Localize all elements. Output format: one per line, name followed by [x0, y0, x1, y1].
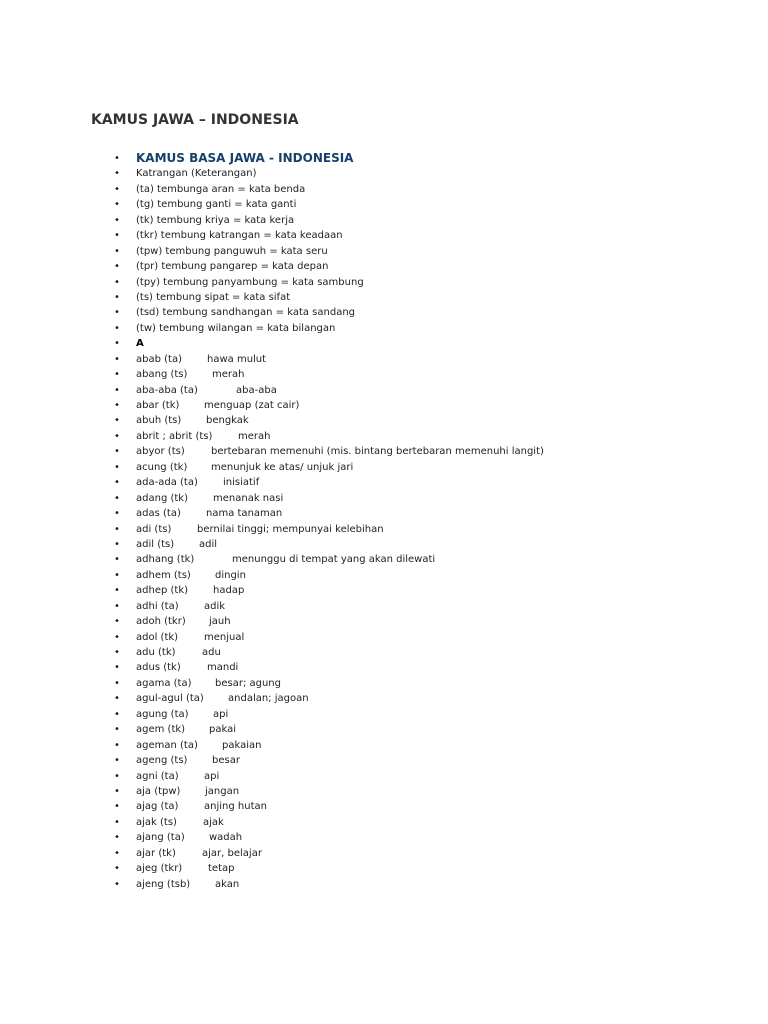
- bullet-icon: •: [114, 446, 120, 458]
- bullet-icon: •: [114, 832, 120, 844]
- bullet-icon: •: [114, 585, 120, 597]
- abbreviation-text: (tg) tembung ganti = kata ganti: [136, 199, 297, 211]
- entry-meaning: api: [213, 708, 229, 720]
- entry-term: adhem (ts): [136, 569, 191, 581]
- bullet-icon: •: [114, 353, 120, 365]
- entry-term: abab (ta): [136, 353, 182, 365]
- bullet-icon: •: [114, 369, 120, 381]
- entry-meaning: bengkak: [206, 415, 249, 427]
- bullet-icon: •: [114, 415, 120, 427]
- abbreviation-text: (tpw) tembung panguwuh = kata seru: [136, 245, 328, 257]
- entry-meaning: menunjuk ke atas/ unjuk jari: [211, 461, 354, 473]
- entry-term: agem (tk): [136, 724, 186, 736]
- entry-meaning: api: [204, 770, 220, 782]
- bullet-icon: •: [114, 183, 120, 195]
- entry-meaning: adu: [202, 647, 221, 658]
- bullet-icon: •: [114, 168, 120, 180]
- entry-meaning: merah: [238, 430, 271, 442]
- bullet-icon: •: [114, 214, 120, 226]
- bullet-icon: •: [114, 245, 120, 257]
- bullet-icon: •: [114, 569, 120, 581]
- entry-term: ageman (ta): [136, 739, 198, 751]
- bullet-icon: •: [114, 600, 120, 612]
- entry-term: ajeg (tkr): [136, 863, 183, 875]
- abbreviation-text: (ts) tembung sipat = kata sifat: [136, 291, 291, 303]
- entry-meaning: menguap (zat cair): [204, 400, 300, 411]
- abbreviation-text: (tsd) tembung sandhangan = kata sandang: [136, 307, 356, 319]
- entry-meaning: menjual: [204, 631, 245, 643]
- entry-meaning: nama tanaman: [206, 508, 283, 520]
- bullet-icon: •: [114, 785, 120, 797]
- entry-term: ada-ada (ta): [136, 477, 198, 489]
- bullet-icon: •: [114, 276, 120, 288]
- bullet-icon: •: [114, 153, 120, 164]
- bullet-icon: •: [114, 770, 120, 782]
- bullet-icon: •: [114, 647, 120, 658]
- entry-term: abang (ts): [136, 369, 188, 381]
- abbreviation-text: (tpr) tembung pangarep = kata depan: [136, 261, 329, 273]
- abbreviation-text: (tw) tembung wilangan = kata bilangan: [136, 322, 336, 334]
- bullet-icon: •: [114, 693, 120, 705]
- entry-term: adhep (tk): [136, 585, 189, 597]
- entry-term: adhang (tk): [136, 554, 195, 566]
- bullet-icon: •: [114, 461, 120, 473]
- entry-term: adhi (ta): [136, 600, 179, 612]
- bullet-icon: •: [114, 477, 120, 489]
- bullet-icon: •: [114, 492, 120, 504]
- abbreviation-text: (ta) tembunga aran = kata benda: [136, 183, 306, 195]
- entry-term: abrit ; abrit (ts): [136, 430, 213, 442]
- bullet-icon: •: [114, 322, 120, 334]
- entry-meaning: jangan: [205, 785, 240, 797]
- bullet-icon: •: [114, 538, 120, 550]
- entry-meaning: bertebaran memenuhi (mis. bintang bertebaran memenuhi langit): [211, 446, 544, 458]
- entry-term: ajeng (tsb): [136, 878, 191, 890]
- bullet-icon: •: [114, 755, 120, 767]
- entry-term: adas (ta): [136, 508, 181, 520]
- entry-term: adus (tk): [136, 662, 181, 674]
- entry-term: ajang (ta): [136, 832, 185, 844]
- entry-meaning: ajar, belajar: [202, 847, 262, 859]
- entry-term: ajak (ts): [136, 816, 177, 828]
- bullet-icon: •: [114, 384, 120, 396]
- bullet-icon: •: [114, 199, 120, 211]
- bullet-icon: •: [114, 724, 120, 736]
- page-title: KAMUS JAWA – INDONESIA: [91, 112, 299, 128]
- entry-term: adoh (tkr): [136, 616, 186, 628]
- entry-term: adol (tk): [136, 631, 179, 643]
- entry-term: abyor (ts): [136, 446, 185, 458]
- entry-meaning: wadah: [209, 832, 243, 844]
- entry-meaning: menunggu di tempat yang akan dilewati: [232, 554, 436, 566]
- bullet-icon: •: [114, 616, 120, 628]
- entry-meaning: jauh: [209, 616, 231, 628]
- abbreviation-text: Katrangan (Keterangan): [136, 168, 257, 180]
- entry-term: adi (ts): [136, 523, 172, 535]
- entry-term: acung (tk): [136, 461, 188, 473]
- entry-meaning: dingin: [215, 569, 246, 581]
- entry-meaning: besar; agung: [215, 677, 281, 689]
- bullet-icon: •: [114, 863, 120, 875]
- bullet-icon: •: [114, 708, 120, 720]
- entry-meaning: inisiatif: [223, 477, 260, 489]
- entry-meaning: pakai: [209, 724, 236, 736]
- bullet-icon: •: [114, 554, 120, 566]
- entry-term: agung (ta): [136, 708, 189, 720]
- bullet-icon: •: [114, 400, 120, 411]
- entry-meaning: adik: [204, 600, 226, 612]
- entry-term: ajag (ta): [136, 801, 179, 813]
- list-heading-text: KAMUS BASA JAWA - INDONESIA: [136, 151, 354, 165]
- abbreviation-text: (tpy) tembung panyambung = kata sambung: [136, 276, 364, 288]
- entry-term: adu (tk): [136, 647, 176, 658]
- entry-meaning: pakaian: [222, 739, 262, 751]
- entry-term: abar (tk): [136, 400, 180, 411]
- bullet-icon: •: [114, 230, 120, 242]
- entry-meaning: tetap: [208, 863, 235, 875]
- entry-term: adil (ts): [136, 538, 175, 550]
- abbreviation-text: (tk) tembung kriya = kata kerja: [136, 214, 295, 226]
- entry-meaning: hadap: [213, 585, 245, 597]
- entry-meaning: andalan; jagoan: [228, 693, 309, 705]
- entry-meaning: aba-aba: [236, 384, 277, 396]
- abbreviation-text: (tkr) tembung katrangan = kata keadaan: [136, 230, 343, 242]
- entry-term: ageng (ts): [136, 755, 188, 767]
- entry-meaning: bernilai tinggi; mempunyai kelebihan: [197, 523, 384, 535]
- bullet-icon: •: [114, 338, 120, 350]
- entry-meaning: akan: [215, 878, 240, 890]
- bullet-icon: •: [114, 631, 120, 643]
- entry-term: aba-aba (ta): [136, 384, 198, 396]
- bullet-icon: •: [114, 307, 120, 319]
- entry-term: agul-agul (ta): [136, 693, 204, 705]
- bullet-icon: •: [114, 847, 120, 859]
- bullet-icon: •: [114, 261, 120, 273]
- entry-meaning: hawa mulut: [207, 353, 267, 365]
- entry-term: abuh (ts): [136, 415, 182, 427]
- entry-meaning: adil: [199, 538, 218, 550]
- entry-meaning: menanak nasi: [213, 492, 284, 504]
- entry-meaning: mandi: [207, 662, 239, 674]
- entry-term: aja (tpw): [136, 785, 181, 797]
- bullet-icon: •: [114, 430, 120, 442]
- entry-meaning: besar: [212, 755, 240, 767]
- bullet-icon: •: [114, 662, 120, 674]
- letter-heading-text: A: [136, 338, 144, 350]
- entry-term: adang (tk): [136, 492, 188, 504]
- entry-term: agni (ta): [136, 770, 179, 782]
- bullet-icon: •: [114, 878, 120, 890]
- entry-meaning: ajak: [203, 816, 224, 828]
- entry-meaning: merah: [212, 369, 245, 381]
- entry-term: ajar (tk): [136, 847, 176, 859]
- bullet-icon: •: [114, 291, 120, 303]
- bullet-icon: •: [114, 739, 120, 751]
- entry-meaning: anjing hutan: [204, 801, 267, 813]
- bullet-icon: •: [114, 508, 120, 520]
- bullet-icon: •: [114, 677, 120, 689]
- bullet-icon: •: [114, 816, 120, 828]
- entry-term: agama (ta): [136, 677, 192, 689]
- bullet-icon: •: [114, 523, 120, 535]
- bullet-icon: •: [114, 801, 120, 813]
